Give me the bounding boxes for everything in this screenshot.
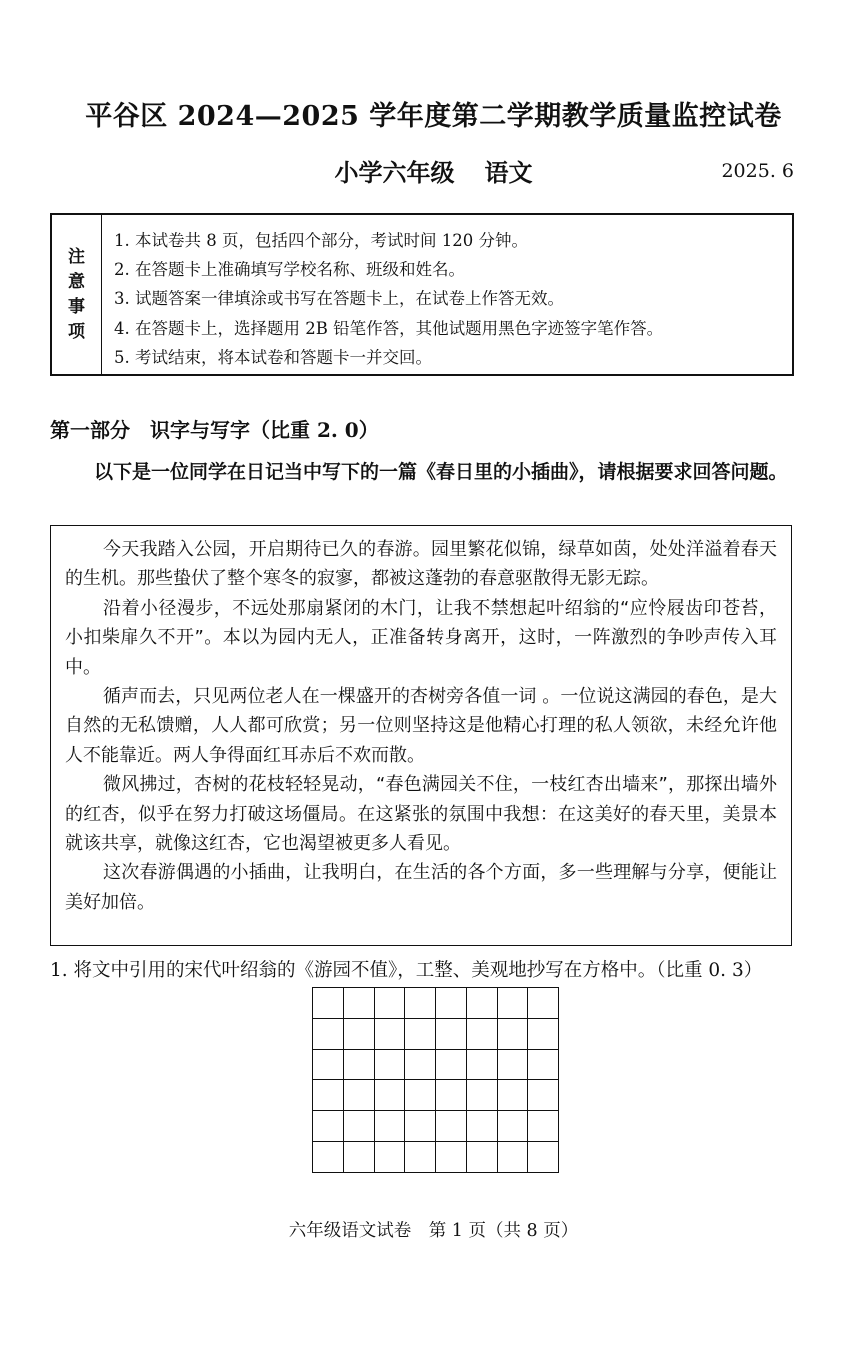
grid-cell[interactable] <box>498 1050 529 1081</box>
grid-cell[interactable] <box>344 1142 375 1173</box>
grid-cell[interactable] <box>436 1050 467 1081</box>
grid-cell[interactable] <box>313 1050 344 1081</box>
grid-cell[interactable] <box>344 1019 375 1050</box>
question-1: 1. 将文中引用的宋代叶绍翁的《游园不值》，工整、美观地抄写在方格中。（比重 0. 3） <box>50 960 763 981</box>
grid-cell[interactable] <box>467 1050 498 1081</box>
grid-cell[interactable] <box>528 1111 559 1142</box>
grid-cell[interactable] <box>436 988 467 1019</box>
grid-cell[interactable] <box>313 1142 344 1173</box>
grid-cell[interactable] <box>313 1111 344 1142</box>
grid-cell[interactable] <box>344 1111 375 1142</box>
grid-cell[interactable] <box>528 1142 559 1173</box>
notice-label <box>52 215 102 374</box>
grid-cell[interactable] <box>344 1080 375 1111</box>
grade-label: 小学六年级 <box>334 158 455 187</box>
passage-box <box>50 525 792 946</box>
grid-cell[interactable] <box>405 988 436 1019</box>
section-heading <box>50 414 379 443</box>
exam-date: 2025. 6 <box>721 160 794 182</box>
grid-cell[interactable] <box>498 1080 529 1111</box>
grid-cell[interactable] <box>436 1111 467 1142</box>
grid-cell[interactable] <box>344 988 375 1019</box>
notice-label-char: 事 <box>68 296 85 317</box>
notice-label-char: 项 <box>68 321 85 342</box>
grid-cell[interactable] <box>375 1142 406 1173</box>
grid-cell[interactable] <box>528 1050 559 1081</box>
grid-cell[interactable] <box>528 988 559 1019</box>
grid-cell[interactable] <box>405 1111 436 1142</box>
grid-cell[interactable] <box>313 1019 344 1050</box>
grid-cell[interactable] <box>405 1019 436 1050</box>
exam-title: 平谷区 2024—2025 学年度第二学期教学质量监控试卷 <box>85 101 782 132</box>
passage-paragraph: 今天我踏入公园，开启期待已久的春游。园里繁花似锦，绿草如茵，处处洋溢着春天的生机。那些蛰伏了整个寒冬的寂寥，都被这蓬勃的春意驱散得无影无踪。 <box>65 539 777 590</box>
grid-cell[interactable] <box>498 1111 529 1142</box>
grid-cell[interactable] <box>436 1142 467 1173</box>
notice-list <box>114 226 663 372</box>
grid-cell[interactable] <box>467 988 498 1019</box>
grid-cell[interactable] <box>436 1080 467 1111</box>
grid-cell[interactable] <box>498 1142 529 1173</box>
notice-item: 2. 在答题卡上准确填写学校名称、班级和姓名。 <box>114 260 465 280</box>
grid-cell[interactable] <box>528 1019 559 1050</box>
grid-cell[interactable] <box>344 1050 375 1081</box>
passage-paragraph: 循声而去，只见两位老人在一棵盛开的杏树旁各值一词 。一位说这满园的春色，是大自然的无私馈赠，人人都可欣赏；另一位则坚持这是他精心打理的私人领欲，未经允许他人不能靠近。两人争得面红耳赤后不欢而散。 <box>65 686 777 766</box>
grid-cell[interactable] <box>375 1080 406 1111</box>
notice-label-char: 注 <box>68 246 85 267</box>
notice-item: 4. 在答题卡上，选择题用 2B 铅笔作答，其他试题用黑色字迹签字笔作答。 <box>114 318 664 338</box>
grid-cell[interactable] <box>436 1019 467 1050</box>
subject-label: 语文 <box>484 158 533 187</box>
grid-cell[interactable] <box>405 1142 436 1173</box>
grid-cell[interactable] <box>313 1080 344 1111</box>
grid-cell[interactable] <box>498 1019 529 1050</box>
grid-cell[interactable] <box>405 1080 436 1111</box>
intro-text: 以下是一位同学在日记当中写下的一篇《春日里的小插曲》，请根据要求回答问题。 <box>94 461 788 483</box>
grid-cell[interactable] <box>467 1019 498 1050</box>
grid-cell[interactable] <box>467 1111 498 1142</box>
passage-paragraph: 这次春游偶遇的小插曲，让我明白，在生活的各个方面，多一些理解与分享，便能让美好加倍。 <box>65 862 777 913</box>
section-part: 第一部分 <box>50 418 130 442</box>
grid-cell[interactable] <box>467 1142 498 1173</box>
notice-box <box>50 213 794 376</box>
grid-cell[interactable] <box>498 988 529 1019</box>
notice-item: 3. 试题答案一律填涂或书写在答题卡上，在试卷上作答无效。 <box>114 289 564 309</box>
section-title: 识字与写字（比重 2. 0） <box>150 418 379 442</box>
notice-label-char: 意 <box>68 271 85 292</box>
notice-item: 1. 本试卷共 8 页，包括四个部分，考试时间 120 分钟。 <box>114 231 528 250</box>
grid-cell[interactable] <box>375 1050 406 1081</box>
grid-cell[interactable] <box>313 988 344 1019</box>
grid-cell[interactable] <box>528 1080 559 1111</box>
passage-paragraph: 沿着小径漫步，不远处那扇紧闭的木门，让我不禁想起叶绍翁的“应怜屐齿印苍苔，小扣柴扉久不开”。本以为园内无人，正准备转身离开，这时，一阵激烈的争吵声传入耳中。 <box>65 597 777 678</box>
page-footer: 六年级语文试卷 第 1 页（共 8 页） <box>288 1221 579 1241</box>
grid-cell[interactable] <box>375 1111 406 1142</box>
grid-cell[interactable] <box>467 1080 498 1111</box>
grid-cell[interactable] <box>405 1050 436 1081</box>
writing-grid <box>312 987 559 1173</box>
grid-cell[interactable] <box>375 1019 406 1050</box>
notice-item: 5. 考试结束，将本试卷和答题卡一并交回。 <box>114 347 432 367</box>
grid-cell[interactable] <box>375 988 406 1019</box>
passage-paragraph: 微风拂过，杏树的花枝轻轻晃动，“春色满园关不住，一枝红杏出墙来”，那探出墙外的红杏，似乎在努力打破这场僵局。在这紧张的氛围中我想：在这美好的春天里，美景本就该共享，就像这红杏，它也渴望被更多人看见。 <box>65 774 777 855</box>
